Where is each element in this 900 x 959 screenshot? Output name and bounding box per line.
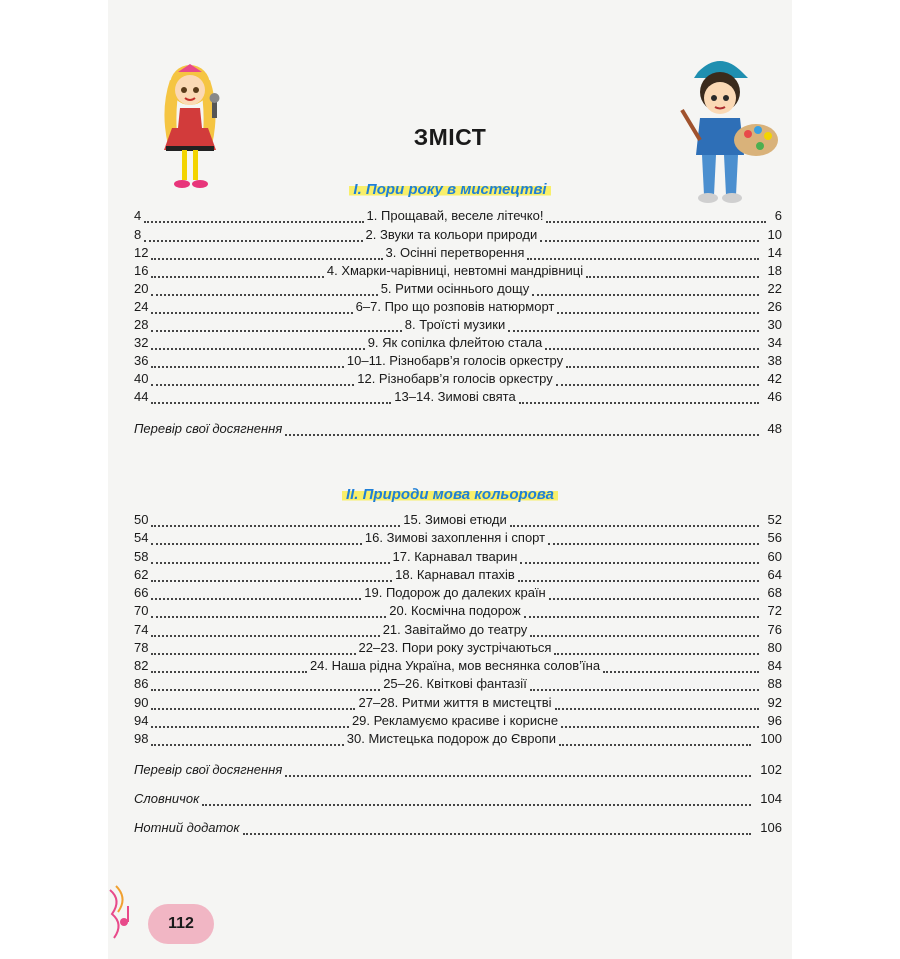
toc-row[interactable]: 70 20. Космічна подорож 72 (134, 603, 783, 618)
section-title-1 (0, 181, 900, 198)
toc-row[interactable]: 66 19. Подорож до далеких країн 68 (134, 585, 782, 600)
toc-row[interactable]: 58 17. Карнавал тварин 60 (134, 549, 782, 564)
toc-row[interactable]: 54 16. Зимові захоплення і спорт 56 (134, 530, 782, 545)
toc-row-check-achievements[interactable]: Перевір свої досягнення 102 (134, 762, 782, 777)
toc-row[interactable]: 50 15. Зимові етюди 52 (134, 512, 782, 527)
toc-row[interactable]: 62 18. Карнавал птахів 64 (134, 567, 782, 582)
page-number-badge: 112 (148, 904, 214, 944)
toc-row[interactable]: 90 27–28. Ритми життя в мистецтві 92 (134, 695, 783, 710)
toc-row[interactable]: 86 25–26. Квіткові фантазії 88 (134, 676, 782, 691)
toc-row[interactable]: 20 5. Ритми осіннього дощу 22 (134, 281, 782, 296)
toc-row[interactable]: 94 29. Рекламуємо красиве і корисне 96 (134, 713, 783, 728)
page-title: ЗМІСТ (413, 124, 487, 150)
toc-row-glossary[interactable]: Словничок 104 (134, 791, 782, 806)
toc-row[interactable]: 12 3. Осінні перетворення 14 (134, 245, 783, 260)
toc-row[interactable]: 8 2. Звуки та кольори природи 10 (134, 227, 782, 242)
music-note-decoration-icon (108, 880, 132, 940)
toc-row[interactable]: 32 9. Як сопілка флейтою стала 34 (134, 335, 782, 350)
toc-row[interactable]: 4 1. Прощавай, веселе літечко! 6 (134, 208, 782, 223)
toc-row[interactable]: 82 24. Наша рідна Україна, мов веснянка солов’їна 84 (134, 658, 782, 673)
section-title-2 (0, 486, 900, 503)
toc-row[interactable]: 36 10–11. Різнобарв’я голосів оркестру 38 (134, 353, 783, 368)
toc-row-music-appendix[interactable]: Нотний додаток 106 (134, 820, 782, 835)
toc-row[interactable]: 16 4. Хмарки-чарівниці, невтомні мандрівниці 18 (134, 263, 782, 278)
toc-row[interactable]: 44 13–14. Зимові свята 46 (134, 389, 782, 404)
section-title-text: І. Пори року в мистецтві (349, 181, 550, 198)
toc-row[interactable]: 74 21. Завітаймо до театру 76 (134, 622, 782, 637)
toc-row[interactable]: 98 30. Мистецька подорож до Європи 100 (134, 731, 783, 746)
toc-row[interactable]: 78 22–23. Пори року зустрічаються 80 (134, 640, 782, 655)
toc-row[interactable]: 40 12. Різнобарв’я голосів оркестру 42 (134, 371, 782, 386)
toc-row[interactable]: 28 8. Троїсті музики 30 (134, 317, 783, 332)
toc-row[interactable]: 24 6–7. Про що розповів натюрморт 26 (134, 299, 783, 314)
section-title-text: ІІ. Природи мова кольорова (342, 486, 558, 503)
toc-row-check-achievements[interactable]: Перевір свої досягнення 48 (134, 421, 782, 436)
